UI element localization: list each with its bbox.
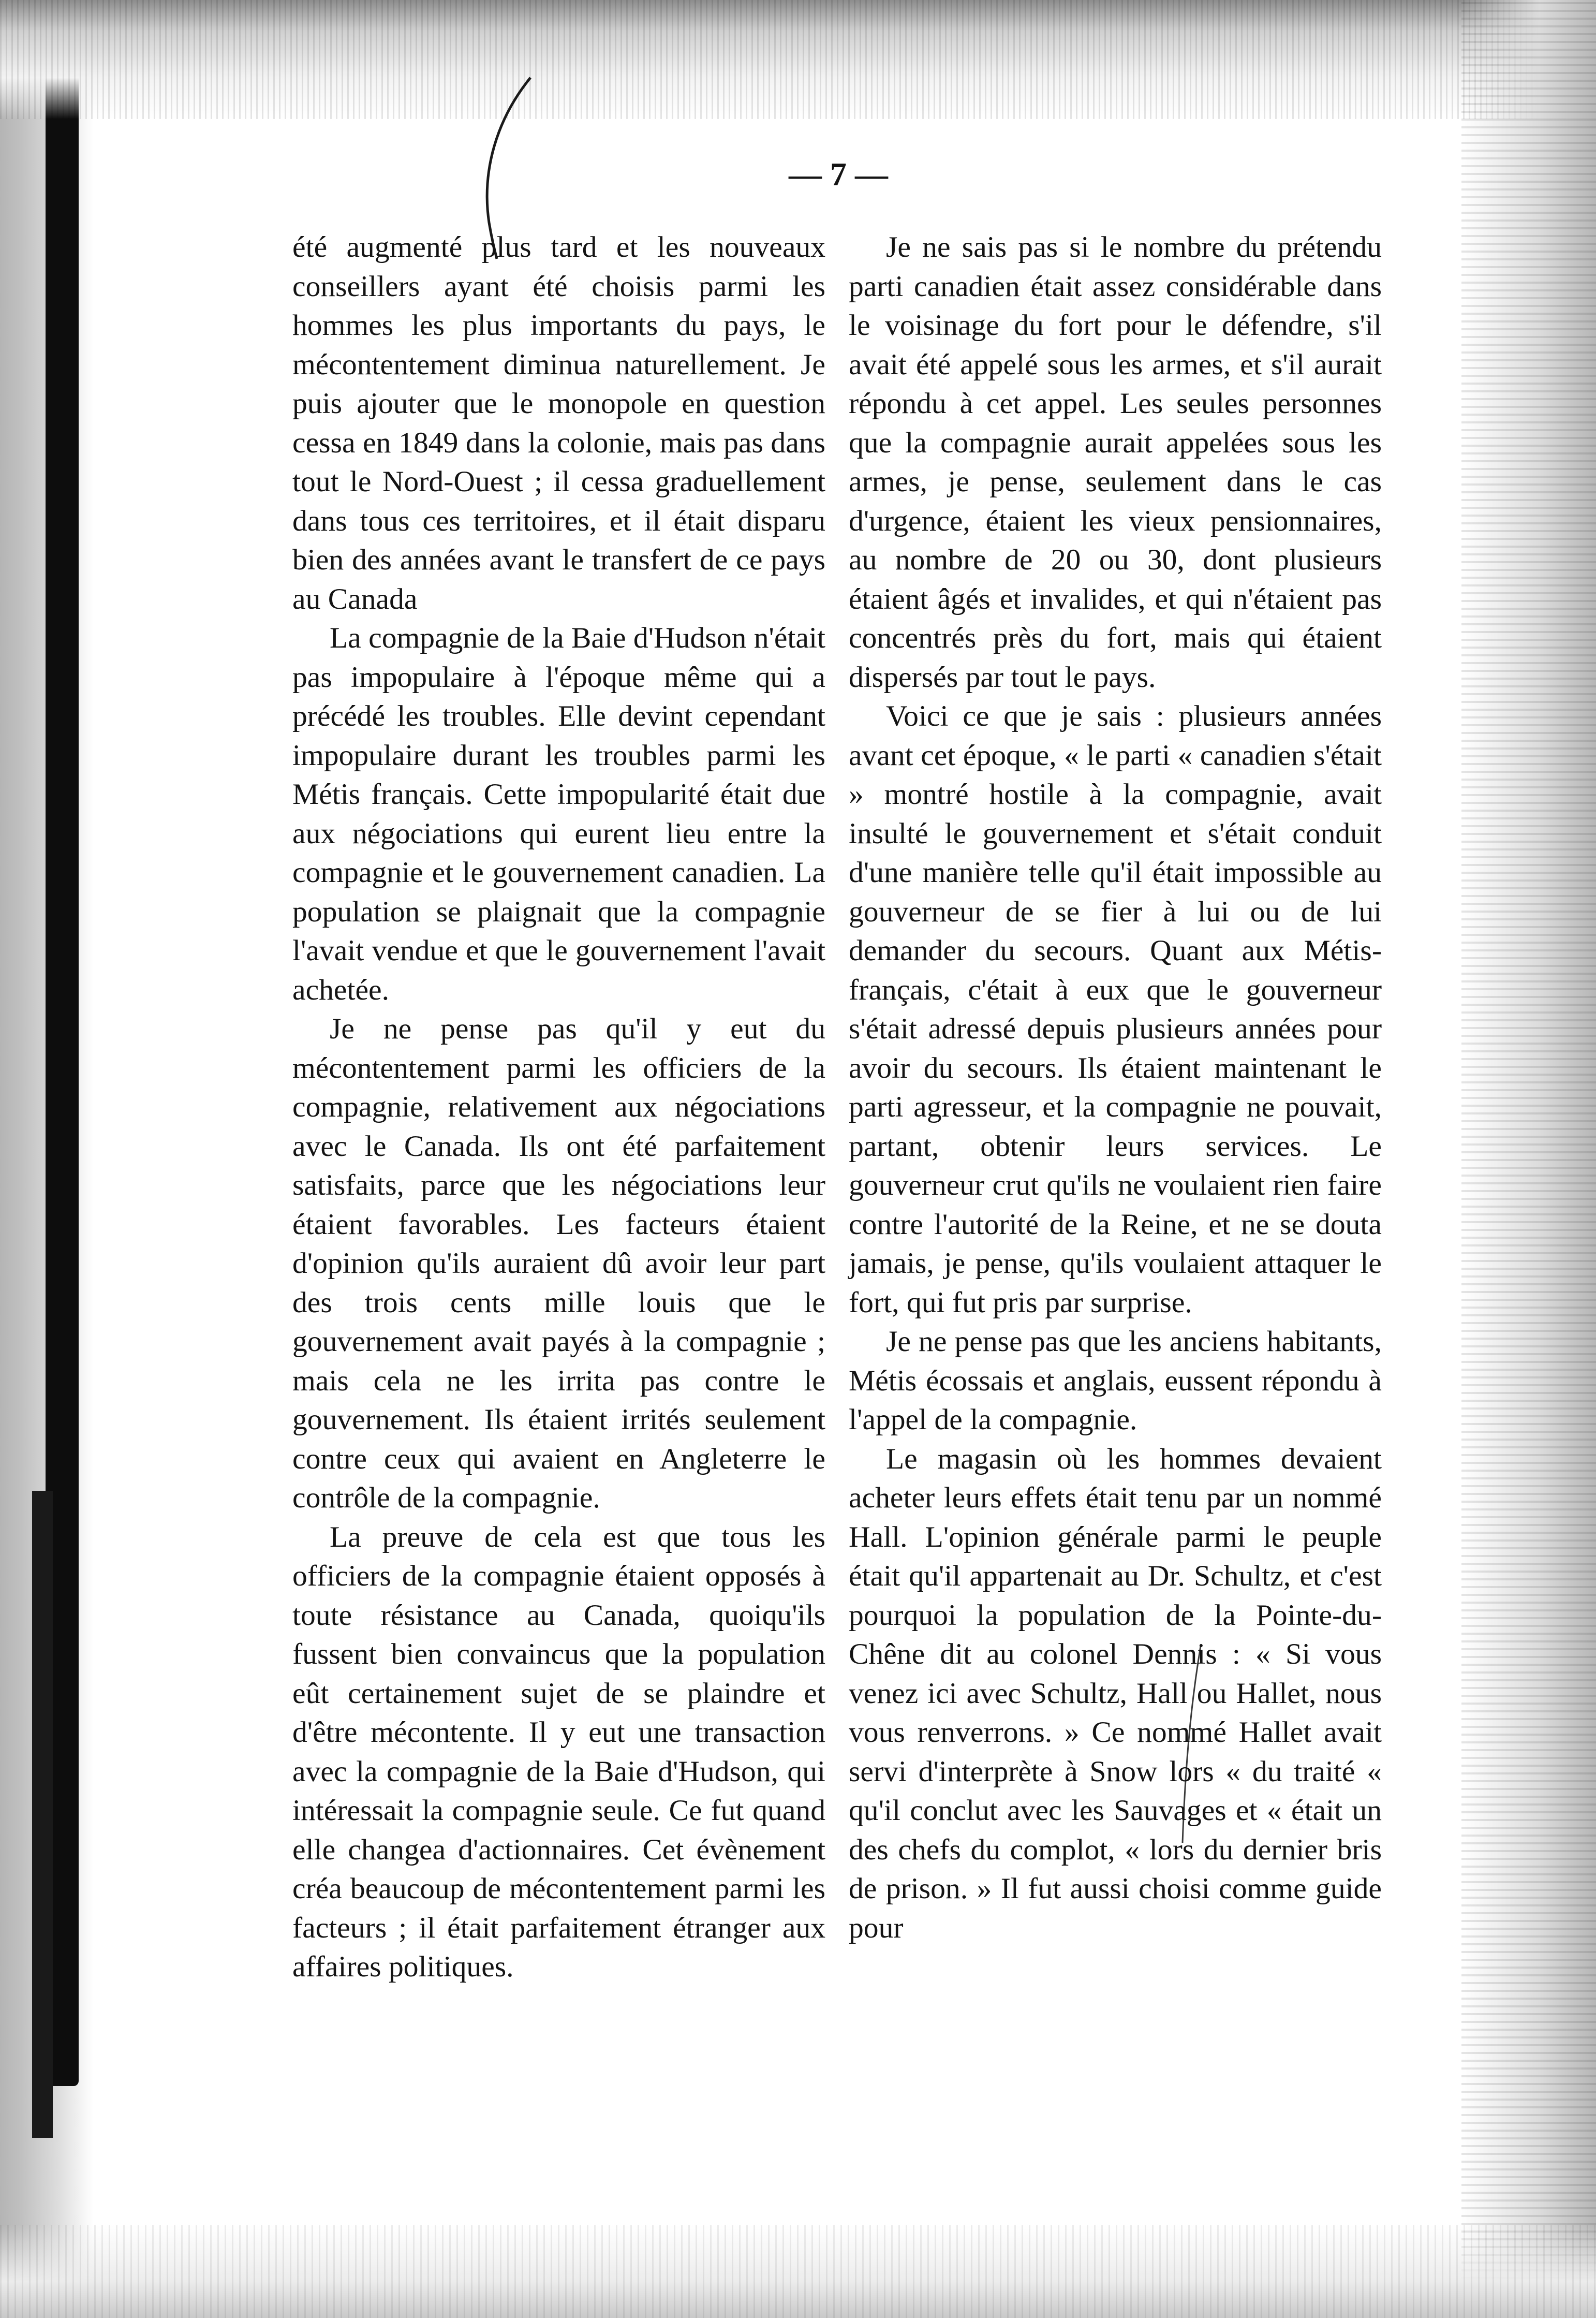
paragraph: été augmenté plus tard et les nouveaux conseillers ayant été choisis parmi les hommes les plus importants du pays, le mécontentement diminua naturellement. Je puis ajouter que le monopole en question cessa en 1849 dans la colonie, mais pas dans tout le Nord-Ouest ; il cessa graduellement dans tous ces territoires, et il était disparu bien des années avant le transfert de ce pays au Canada: [292, 231, 825, 615]
paragraph: Je ne pense pas que les anciens habitants, Métis écossais et anglais, eussent répondu à l'appel de la compagnie.: [849, 1325, 1382, 1436]
paragraph: Voici ce que je sais : plusieurs années avant cet époque, « le parti « canadien s'était » montré hostile à la compagnie, avait insulté le gouvernement et s'était conduit d'une manière telle qu'il était impossible au gouverneur de se fier à lui ou de lui demander du secours. Quant aux Métis-français, c'était à eux que le gouverneur s'était adressé depuis plusieurs années pour avoir du secours. Ils étaient maintenant le parti agresseur, et la compagnie ne pouvait, partant, obtenir leurs services. Le gouverneur crut qu'ils ne voulaient rien faire contre l'autorité de la Reine, et ne se douta jamais, je pense, qu'ils voulaient attaquer le fort, qui fut pris par surprise.: [849, 700, 1382, 1319]
paragraph: Je ne sais pas si le nombre du prétendu parti canadien était assez considérable dans le voisinage du fort pour le défendre, s'il avait été appelé sous les armes, et s'il aurait répondu à cet appel. Les seules personnes que la compagnie aurait appelées sous les armes, je pense, seulement dans le cas d'urgence, étaient les vieux pensionnaires, au nombre de 20 ou 30, dont plusieurs étaient âgés et invalides, et qui n'étaient pas concentrés près du fort, mais qui étaient dispersés par tout le pays.: [849, 231, 1382, 694]
paragraph: Le magasin où les hommes devaient acheter leurs effets était tenu par un nommé Hall. L'opinion générale parmi le peuple était qu'il appartenait au Dr. Schultz, et c'est pourquoi la population de la Pointe-du-Chêne dit au colonel Dennis : « Si vous venez ici avec Schultz, Hall ou Hallet, nous vous renverrons. » Ce nommé Hallet avait servi d'interprète à Snow lors « du traité « qu'il conclut avec les Sauvages et « était un des chefs du complot, « lors du dernier bris de prison. » Il fut aussi choisi comme guide pour: [849, 1442, 1382, 1944]
paragraph: La preuve de cela est que tous les officiers de la compagnie étaient opposés à toute résistance au Canada, quoiqu'ils fussent bien convaincus que la population eût certainement sujet de se plaindre et d'être mécontente. Il y eut une transaction avec la compagnie de la Baie d'Hudson, qui intéressait la compagnie seule. Ce fut quand elle changea d'actionnaires. Cet évènement créa beaucoup de mécontentement parmi les facteurs ; il était parfaitement étranger aux affaires politiques.: [292, 1520, 825, 1983]
left-column: [292, 228, 825, 1987]
page-number: — 7 —: [789, 156, 888, 193]
paragraph: Je ne pense pas qu'il y eut du mécontentement parmi les officiers de la compagnie, relativement aux négociations avec le Canada. Ils ont été parfaitement satisfaits, parce que les négociations leur étaient favorables. Les facteurs étaient d'opinion qu'ils auraient dû avoir leur part des trois cents mille louis que le gouvernement avait payés à la compagnie ; mais cela ne les irrita pas contre le gouvernement. Ils étaient irrités seulement contre ceux qui avaient en Angleterre le contrôle de la compagnie.: [292, 1013, 825, 1514]
right-column: [849, 228, 1382, 1947]
paragraph: La compagnie de la Baie d'Hudson n'était pas impopulaire à l'époque même qui a précédé les troubles. Elle devint cependant impopulaire durant les troubles parmi les Métis français. Cette impopularité était due aux négociations qui eurent lieu entre la compagnie et le gouvernement canadien. La population se plaignait que la compagnie l'avait vendue et que le gouvernement l'avait achetée.: [292, 622, 825, 1006]
